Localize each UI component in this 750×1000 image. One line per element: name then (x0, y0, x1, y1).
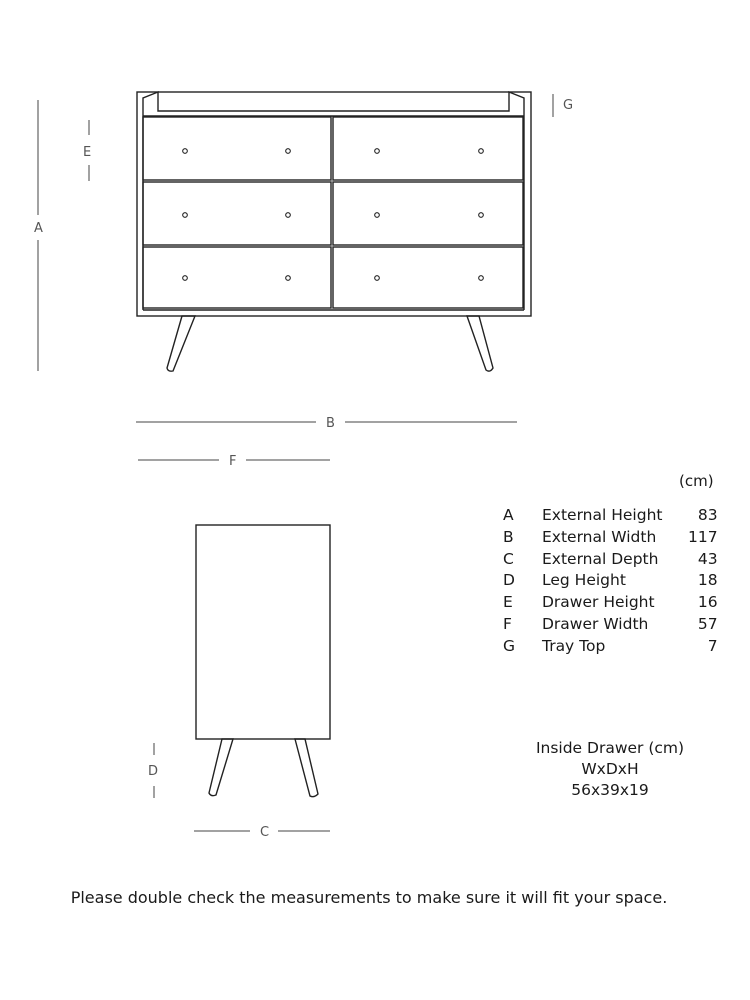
drawer-knob (479, 213, 484, 218)
drawer-front (333, 247, 523, 308)
drawer-knob (479, 149, 484, 154)
dimension-value: 117 (688, 527, 718, 546)
dimension-label: Tray Top (542, 636, 606, 655)
side-view (196, 525, 330, 797)
drawer-knob (375, 213, 380, 218)
dimension-value: 7 (707, 636, 718, 655)
leg-side-right (295, 739, 318, 797)
dimension-letter-a: A (34, 221, 43, 236)
dimension-value: 43 (697, 549, 718, 568)
dimension-row (503, 614, 718, 636)
drawer-knob (375, 276, 380, 281)
dimension-key: F (503, 614, 512, 633)
side-body-outline (196, 525, 330, 739)
drawer-knob (479, 276, 484, 281)
dimension-key: B (503, 527, 514, 546)
dimension-value: 57 (697, 614, 718, 633)
dimension-letter-f: F (229, 454, 237, 469)
front-view (137, 92, 531, 371)
footer-note: Please double check the measurements to make sure it will fit your space. (70, 888, 668, 907)
inside-drawer-value: 56x39x19 (571, 781, 649, 799)
drawer-knob (183, 149, 188, 154)
drawer-knob (286, 276, 291, 281)
dimension-row (503, 636, 718, 658)
dimension-letter-c: C (260, 825, 270, 840)
dimension-row (503, 592, 718, 614)
dimension-label: Leg Height (542, 571, 626, 590)
dimension-key: D (503, 571, 515, 590)
dimension-value: 18 (697, 571, 718, 590)
dimension-letter-g: G (563, 98, 574, 113)
dimension-label: Drawer Height (542, 593, 655, 612)
dimensions-table (503, 505, 718, 658)
drawer-knob (375, 149, 380, 154)
drawer-front (143, 117, 331, 180)
drawer-front (333, 117, 523, 180)
dimension-letter-b: B (326, 416, 335, 431)
dimension-letter-d: D (148, 764, 159, 779)
leg-front-left (167, 316, 195, 371)
drawer-knob (183, 213, 188, 218)
inside-drawer-title: Inside Drawer (cm) (535, 739, 685, 757)
dimension-row (503, 570, 718, 592)
leg-front-right (467, 316, 493, 371)
dimension-row (503, 527, 718, 549)
dimension-label: External Depth (542, 549, 659, 568)
dimension-row (503, 549, 718, 571)
dimension-label: External Height (542, 506, 663, 524)
unit-label: (cm) (679, 472, 714, 490)
dimension-key: E (503, 593, 513, 612)
dimension-value: 16 (697, 593, 718, 612)
dimension-key: C (503, 549, 514, 568)
dimension-key: A (503, 506, 514, 524)
dresser-body-outline (137, 92, 531, 316)
dimension-letter-e: E (83, 145, 92, 160)
drawer-front (333, 182, 523, 245)
leg-side-left (209, 739, 233, 796)
inside-drawer-format: WxDxH (581, 760, 639, 778)
drawer-front (143, 182, 331, 245)
inside-drawer-info (510, 738, 710, 801)
dimension-value: 83 (697, 506, 718, 524)
drawer-front (143, 247, 331, 308)
dimension-label: External Width (542, 527, 657, 546)
drawer-knob (286, 213, 291, 218)
tray-top (143, 92, 524, 116)
dimension-label: Drawer Width (542, 614, 649, 633)
dimension-row (503, 505, 718, 527)
dimension-key: G (503, 636, 516, 655)
drawer-knob (286, 149, 291, 154)
drawer-knob (183, 276, 188, 281)
